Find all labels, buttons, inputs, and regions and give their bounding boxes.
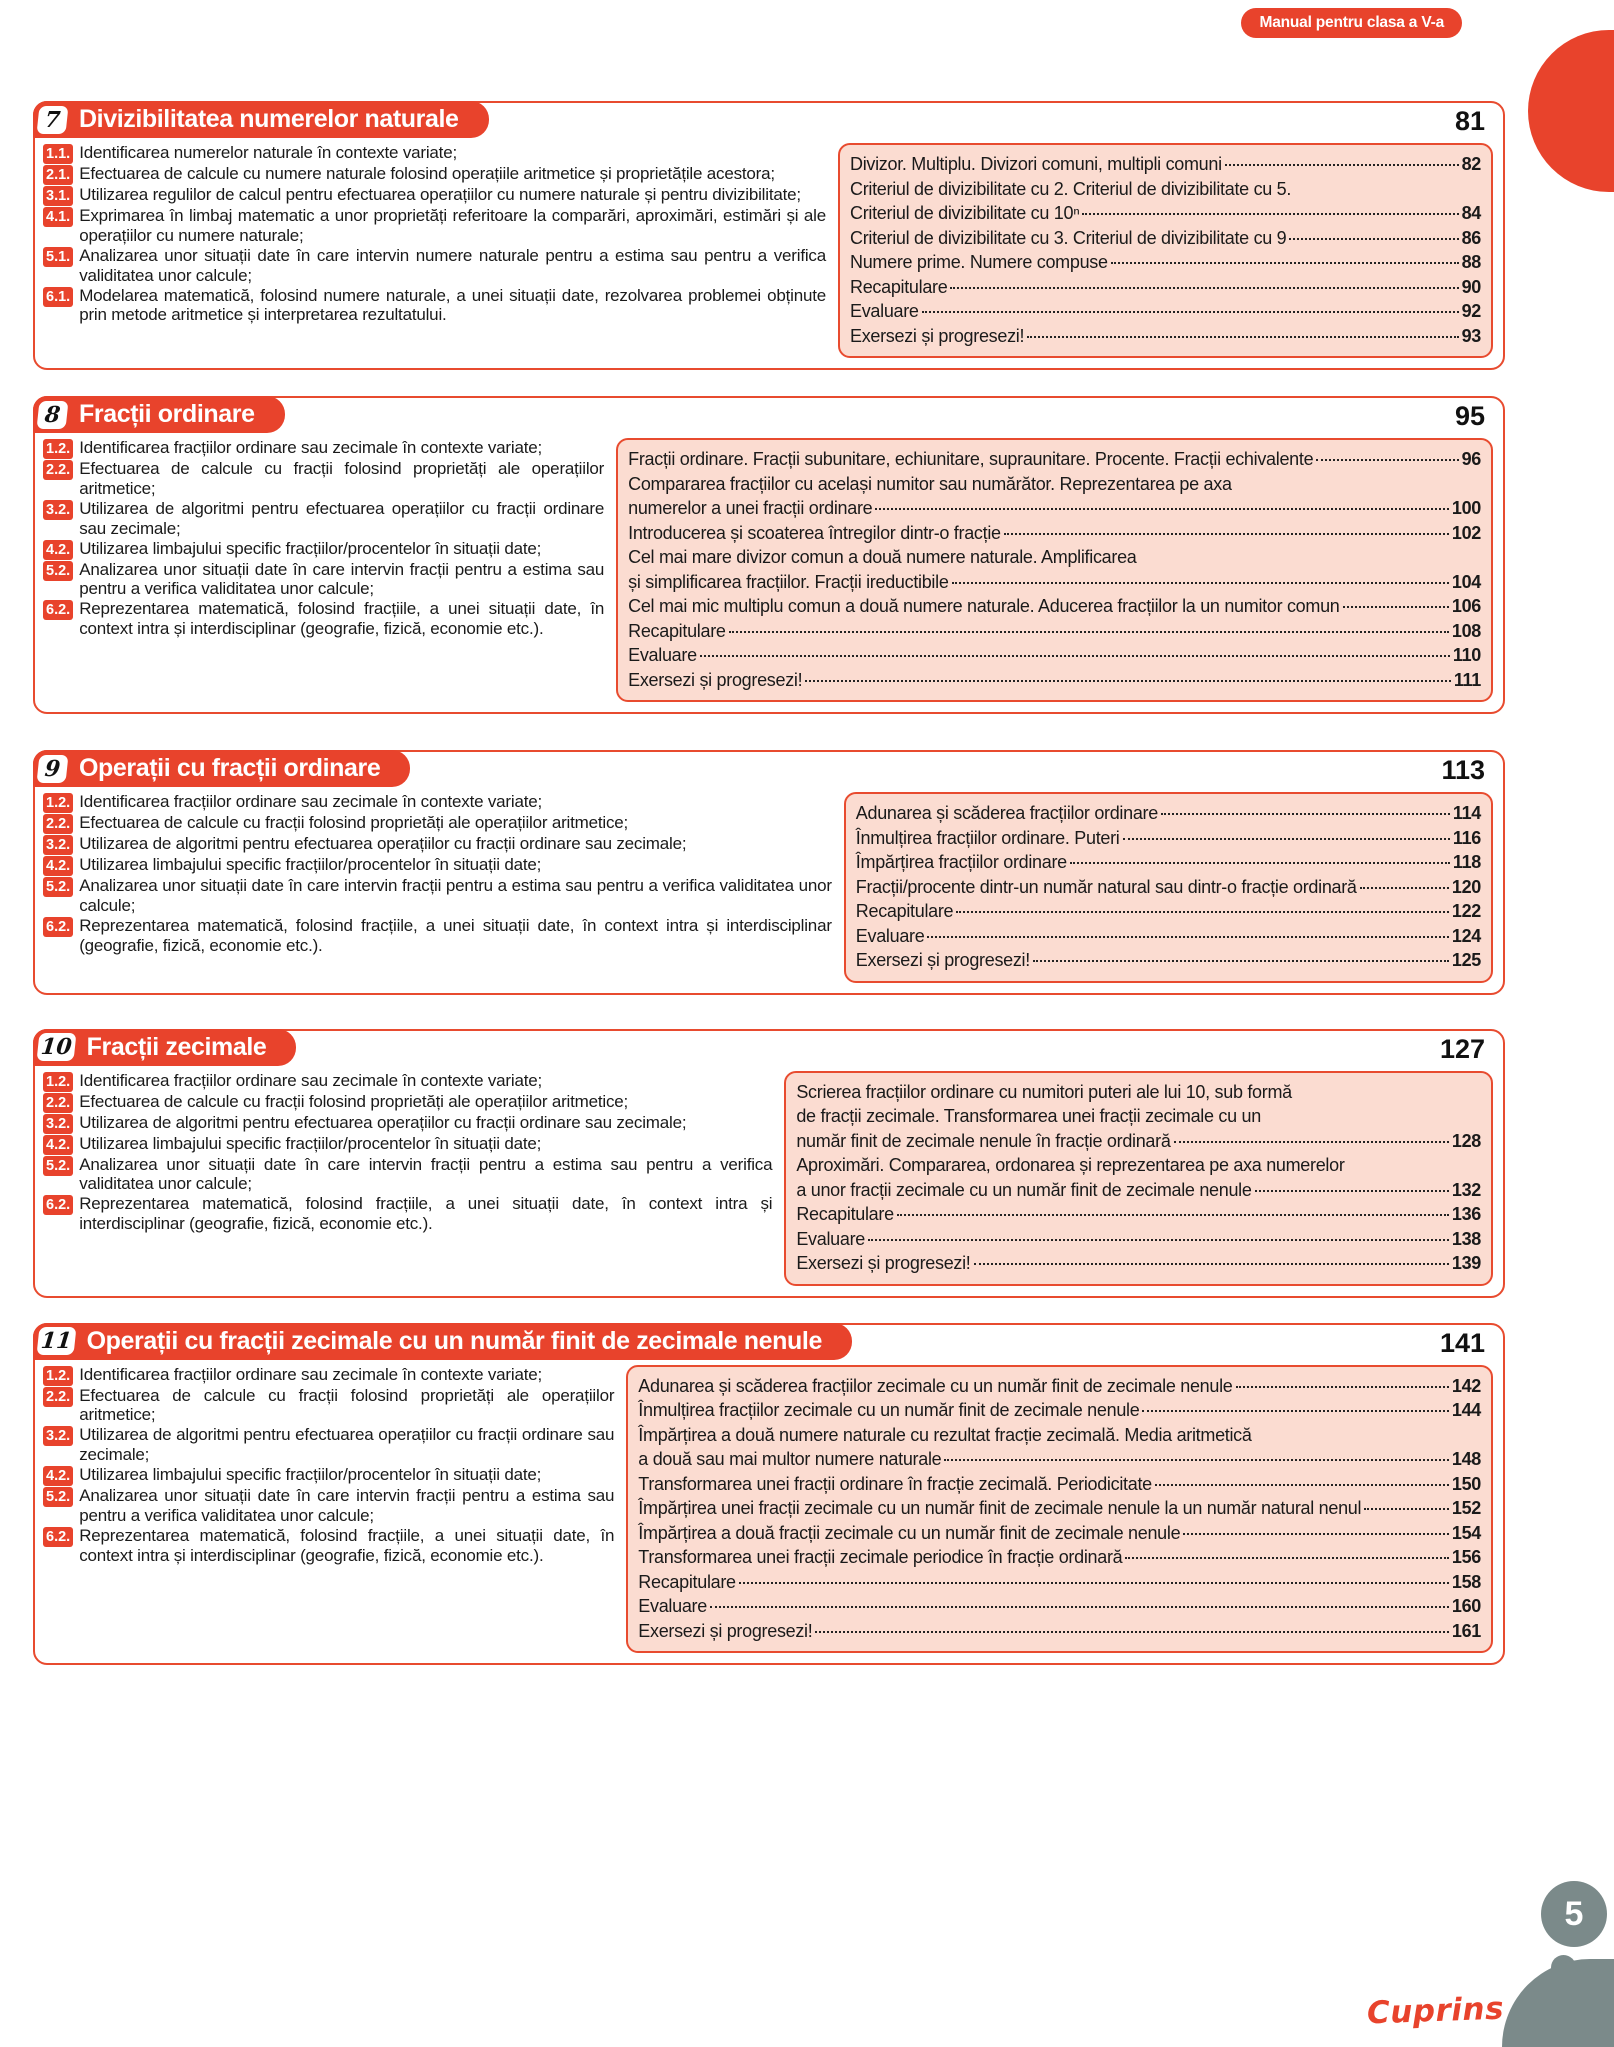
toc-page-number: 160 <box>1451 1596 1481 1616</box>
section-number-badge: 7 <box>37 106 69 134</box>
toc-page-number: 128 <box>1451 1130 1481 1151</box>
dotted-leader <box>1070 862 1450 864</box>
competency-code-badge: 5.2. <box>43 1156 73 1176</box>
toc-box <box>626 1365 1493 1654</box>
competency-text: Analizarea unor situații date în care intervin fracții pentru a estima sau pentru a verifica validitatea unor calcule; <box>79 1154 773 1194</box>
competency-text: Modelarea matematică, folosind numere naturale, a unei situații date, rezolvarea problemei obținute prin metode aritmetice și interpretarea rezultatului. <box>79 285 826 325</box>
competency-code-badge: 3.2. <box>43 835 73 855</box>
toc-entry <box>638 1472 1481 1497</box>
competency-code-badge: 3.1. <box>43 186 73 206</box>
dotted-leader <box>956 911 1449 913</box>
toc-text: Evaluare <box>638 1596 707 1616</box>
toc-page-number: 82 <box>1461 154 1481 174</box>
toc-entry <box>628 472 1481 497</box>
toc-entry <box>796 1129 1481 1154</box>
competency-text: Utilizarea limbajului specific fracțiilor/procentelor în situații date; <box>79 855 542 874</box>
toc-box <box>844 792 1493 983</box>
competency-item <box>43 834 832 855</box>
toc-text: Introducerea și scoaterea întregilor dintr-o fracție <box>628 522 1001 543</box>
dotted-leader <box>950 287 1458 289</box>
section-number-badge: 8 <box>37 401 69 429</box>
toc-entry <box>850 250 1481 275</box>
section-title: Fracții ordinare <box>79 400 255 428</box>
dotted-leader <box>868 1239 1449 1241</box>
toc-entry <box>796 1227 1481 1252</box>
competency-list <box>43 143 826 325</box>
competency-item <box>43 1365 614 1386</box>
competency-item <box>43 1071 772 1092</box>
dotted-leader <box>1364 1508 1449 1510</box>
dotted-leader <box>1316 459 1458 461</box>
dotted-leader <box>1360 887 1449 889</box>
toc-entry <box>850 299 1481 324</box>
toc-page-number: 102 <box>1451 522 1481 543</box>
competency-text: Identificarea numerelor naturale în contexte variate; <box>79 143 457 162</box>
toc-entry <box>638 1447 1481 1472</box>
dotted-leader <box>1125 1557 1449 1559</box>
section-7-divizibilitatea <box>33 101 1505 370</box>
toc-page-number: 118 <box>1452 852 1481 872</box>
toc-text: Numere prime. Numere compuse <box>850 252 1108 272</box>
toc-text: Înmulțirea fracțiilor zecimale cu un număr finit de zecimale nenule <box>638 1400 1140 1420</box>
section-header <box>33 396 285 433</box>
competency-item <box>43 1386 614 1426</box>
dotted-leader <box>1033 960 1449 962</box>
toc-page-number: 93 <box>1461 325 1481 346</box>
section-body <box>43 438 1493 702</box>
toc-text: număr finit de zecimale nenule în fracție ordinară <box>796 1130 1171 1151</box>
toc-text: Recapitulare <box>855 901 954 921</box>
competency-item <box>43 1465 614 1486</box>
dotted-leader <box>1343 606 1449 608</box>
toc-page-number: 92 <box>1461 301 1481 321</box>
toc-entry <box>628 521 1481 546</box>
competency-text: Reprezentarea matematică, folosind fracțiile, a unei situații date, în context intra și interdisciplinar (geografie, fizică, economie etc.). <box>79 1194 773 1234</box>
competency-text: Exprimarea în limbaj matematic a unor proprietăți referitoare la comparări, aproximări, estimări și ale operațiilor cu numere naturale; <box>79 206 826 245</box>
toc-entry <box>638 1521 1481 1546</box>
dotted-leader <box>897 1214 1449 1216</box>
toc-entry <box>856 924 1481 949</box>
competency-item <box>43 599 604 639</box>
toc-page-number: 148 <box>1451 1449 1481 1469</box>
dotted-leader <box>1255 1190 1449 1192</box>
section-header <box>33 101 489 138</box>
toc-text: Adunarea și scăderea fracțiilor ordinare <box>855 803 1158 823</box>
section-10-fractii-zecimale <box>33 1029 1505 1298</box>
toc-entry <box>796 1178 1481 1203</box>
toc-box <box>838 143 1493 358</box>
competency-text: Identificarea fracțiilor ordinare sau zecimale în contexte variate; <box>79 792 543 811</box>
section-9-operatii-fractii-ordinare <box>33 750 1505 995</box>
competency-list <box>43 1071 772 1235</box>
section-11-operatii-fractii-zecimale <box>33 1323 1505 1666</box>
competency-item <box>43 185 826 206</box>
competency-text: Analizarea unor situații date în care intervin fracții pentru a estima sau pentru a verifica validitatea unor calcule; <box>79 876 832 915</box>
dotted-leader <box>1236 1386 1449 1388</box>
competency-code-badge: 1.2. <box>43 439 73 459</box>
section-body <box>43 792 1493 983</box>
toc-entry <box>850 152 1481 177</box>
competency-item <box>43 246 826 286</box>
toc-page-number: 88 <box>1461 252 1481 272</box>
toc-entry <box>628 570 1481 595</box>
toc-entry <box>796 1153 1481 1178</box>
competency-item <box>43 1425 614 1465</box>
toc-text: Exersezi și progresezi! <box>850 325 1025 346</box>
competency-text: Utilizarea de algoritmi pentru efectuarea operațiilor cu fracții ordinare sau zecimale; <box>79 1425 615 1465</box>
competency-item <box>43 143 826 164</box>
competency-text: Efectuarea de calcule cu numere naturale folosind operațiile aritmetice și proprietățile acestora; <box>79 164 775 183</box>
dotted-leader <box>974 1263 1449 1265</box>
toc-entry <box>628 668 1481 693</box>
dotted-leader <box>1161 813 1450 815</box>
competency-text: Efectuarea de calcule cu fracții folosind proprietăți ale operațiilor aritmetice; <box>79 1091 629 1111</box>
toc-page-number: 100 <box>1451 498 1481 518</box>
competency-code-badge: 1.2. <box>43 793 73 813</box>
toc-text: Evaluare <box>850 301 919 321</box>
toc-page-number: 156 <box>1451 1547 1481 1567</box>
toc-entry <box>628 496 1481 521</box>
competency-item <box>43 438 604 459</box>
section-header <box>33 750 410 787</box>
toc-page-number: 142 <box>1451 1375 1481 1396</box>
toc-text: Cel mai mic multiplu comun a două numere naturale. Aducerea fracțiilor la un numitor comun <box>628 596 1340 616</box>
section-number-badge: 10 <box>37 1033 77 1061</box>
dotted-leader <box>739 1582 1449 1584</box>
competency-text: Utilizarea de algoritmi pentru efectuarea operațiilor cu fracții ordinare sau zecimale; <box>79 498 605 538</box>
toc-page-number: 120 <box>1451 876 1481 897</box>
competency-text: Analizarea unor situații date în care intervin numere naturale pentru a estima sau pentru a verifica validitatea unor calcule; <box>79 245 826 285</box>
competency-code-badge: 6.2. <box>43 600 73 620</box>
section-number-badge: 11 <box>37 1327 77 1355</box>
toc-text: Transformarea unei fracții zecimale periodice în fracție ordinară <box>638 1547 1123 1567</box>
section-header <box>33 1029 296 1066</box>
competency-text: Efectuarea de calcule cu fracții folosind proprietăți ale operațiilor aritmetice; <box>79 459 605 498</box>
competency-item <box>43 1486 614 1526</box>
competency-item <box>43 560 604 600</box>
toc-text: a două sau mai multor numere naturale <box>638 1449 942 1469</box>
toc-text: Criteriul de divizibilitate cu 3. Criteriul de divizibilitate cu 9 <box>850 227 1287 248</box>
competency-text: Analizarea unor situații date în care intervin fracții pentru a estima sau pentru a verifica validitatea unor calcule; <box>79 559 605 599</box>
dotted-leader <box>1155 1484 1449 1486</box>
section-title: Divizibilitatea numerelor naturale <box>79 105 459 133</box>
toc-text: Recapitulare <box>850 276 948 297</box>
toc-entry <box>796 1202 1481 1227</box>
toc-text: Fracții/procente dintr-un număr natural sau dintr-o fracție ordinară <box>855 876 1357 897</box>
dotted-leader <box>805 680 1451 682</box>
competency-text: Efectuarea de calcule cu fracții folosind proprietăți ale operațiilor aritmetice; <box>79 813 629 832</box>
toc-page-number: 116 <box>1452 827 1481 848</box>
dotted-leader <box>1142 1410 1448 1412</box>
competency-text: Utilizarea limbajului specific fracțiilor/procentelor în situații date; <box>79 1465 542 1484</box>
competency-code-badge: 6.2. <box>43 917 73 937</box>
toc-page-number: 110 <box>1452 645 1481 665</box>
section-header <box>33 1323 852 1360</box>
dotted-leader <box>922 311 1459 313</box>
competency-code-badge: 5.2. <box>43 1487 73 1507</box>
competency-item <box>43 792 832 813</box>
competency-item <box>43 499 604 539</box>
competency-item <box>43 1526 614 1566</box>
competency-text: Reprezentarea matematică, folosind fracțiile, a unei situații date, în context intra și interdisciplinar (geografie, fizică, economie etc.). <box>79 915 832 955</box>
competency-code-badge: 4.2. <box>43 856 73 876</box>
competency-text: Utilizarea regulilor de calcul pentru efectuarea operațiilor cu numere naturale și pentru divizibilitate; <box>79 185 801 204</box>
competency-text: Identificarea fracțiilor ordinare sau zecimale în contexte variate; <box>79 1070 543 1090</box>
competency-item <box>43 813 832 834</box>
toc-box <box>616 438 1493 702</box>
toc-entry <box>638 1423 1481 1448</box>
toc-text: Exersezi și progresezi! <box>628 669 803 690</box>
competency-code-badge: 5.1. <box>43 247 73 267</box>
toc-entry <box>856 875 1481 900</box>
toc-entry <box>850 275 1481 300</box>
toc-text: Recapitulare <box>628 620 726 641</box>
competency-code-badge: 6.1. <box>43 287 73 307</box>
toc-entry <box>856 801 1481 826</box>
toc-text: Împărțirea unei fracții zecimale cu un număr finit de zecimale nenule la un număr natural nenul <box>638 1498 1362 1518</box>
section-number-badge: 9 <box>37 755 69 783</box>
toc-page-number: 152 <box>1451 1498 1481 1518</box>
section-page-number: 141 <box>1439 1327 1485 1358</box>
competency-code-badge: 2.2. <box>43 1093 73 1113</box>
competency-item <box>43 916 832 956</box>
toc-text: Evaluare <box>628 645 697 665</box>
toc-entry <box>638 1594 1481 1619</box>
dotted-leader <box>1183 1533 1449 1535</box>
competency-item <box>43 1134 772 1155</box>
dotted-leader <box>1289 238 1458 240</box>
toc-entry <box>856 826 1481 851</box>
competency-text: Utilizarea de algoritmi pentru efectuarea operațiilor cu fracții ordinare sau zecimale; <box>79 1112 687 1132</box>
toc-entry <box>850 226 1481 251</box>
competency-code-badge: 5.2. <box>43 877 73 897</box>
toc-text: și simplificarea fracțiilor. Fracții ireductibile <box>628 571 949 592</box>
dotted-leader <box>1123 838 1450 840</box>
toc-text: Evaluare <box>855 925 925 946</box>
section-body <box>43 1365 1493 1654</box>
toc-entry <box>796 1080 1481 1105</box>
page-number-bubble: 5 <box>1541 1881 1607 1947</box>
dotted-leader <box>927 936 1448 938</box>
dotted-leader <box>700 655 1450 657</box>
toc-page-number: 86 <box>1461 227 1481 248</box>
toc-entry <box>856 850 1481 875</box>
toc-text: Criteriul de divizibilitate cu 2. Criteriul de divizibilitate cu 5. <box>850 178 1292 199</box>
section-page-number: 113 <box>1441 755 1485 785</box>
dotted-leader <box>1225 164 1459 166</box>
section-page-number: 81 <box>1454 106 1485 136</box>
dotted-leader <box>729 631 1449 633</box>
toc-text: Cel mai mare divizor comun a două numere naturale. Amplificarea <box>628 547 1137 567</box>
toc-entry <box>850 324 1481 349</box>
competency-item <box>43 286 826 326</box>
toc-entry <box>638 1374 1481 1399</box>
manual-label: Manual pentru clasa a V-a <box>1259 14 1444 31</box>
toc-text: de fracții zecimale. Transformarea unei fracții zecimale cu un <box>796 1106 1261 1126</box>
dotted-leader <box>710 1606 1449 1608</box>
dotted-leader <box>875 508 1448 510</box>
competency-code-badge: 4.2. <box>43 540 73 560</box>
toc-page-number: 114 <box>1452 803 1481 823</box>
competency-text: Utilizarea de algoritmi pentru efectuarea operațiilor cu fracții ordinare sau zecimale; <box>79 834 687 853</box>
toc-entry <box>638 1570 1481 1595</box>
toc-text: Transformarea unei fracții ordinare în fracție zecimală. Periodicitate <box>638 1473 1152 1494</box>
dotted-leader <box>1004 533 1449 535</box>
competency-code-badge: 6.2. <box>43 1527 73 1547</box>
toc-page-number: 122 <box>1451 901 1481 921</box>
toc-page-number: 150 <box>1451 1473 1481 1494</box>
competency-code-badge: 2.2. <box>43 814 73 834</box>
competency-code-badge: 2.2. <box>43 460 73 480</box>
toc-text: Compararea fracțiilor cu același numitor sau numărător. Reprezentarea pe axa <box>628 473 1232 494</box>
toc-page-number: 124 <box>1451 925 1481 946</box>
competency-code-badge: 3.2. <box>43 500 73 520</box>
toc-entry <box>628 619 1481 644</box>
competency-item <box>43 1194 772 1234</box>
competency-item <box>43 1113 772 1134</box>
dotted-leader <box>1174 1141 1449 1143</box>
competency-text: Analizarea unor situații date în care intervin fracții pentru a estima sau pentru a verifica validitatea unor calcule; <box>79 1486 615 1525</box>
toc-page-number: 139 <box>1451 1253 1481 1273</box>
toc-entry <box>628 545 1481 570</box>
competency-code-badge: 4.1. <box>43 207 73 227</box>
toc-entry <box>628 594 1481 619</box>
toc-text: Scrierea fracțiilor ordinare cu numitori puteri ale lui 10, sub formă <box>796 1081 1292 1102</box>
section-page-number: 95 <box>1454 401 1485 431</box>
toc-page-number: 161 <box>1451 1620 1481 1641</box>
section-title: Operații cu fracții ordinare <box>79 754 381 782</box>
toc-text: numerelor a unei fracții ordinare <box>628 498 873 518</box>
toc-entry <box>796 1251 1481 1276</box>
competency-item <box>43 459 604 499</box>
toc-text: Exersezi și progresezi! <box>855 950 1030 970</box>
toc-box <box>784 1071 1493 1286</box>
manual-label-pill <box>1241 8 1462 38</box>
section-body <box>43 1071 1493 1286</box>
top-right-red-blob <box>1528 30 1614 192</box>
competency-list <box>43 1365 614 1566</box>
section-page-number: 127 <box>1439 1033 1485 1064</box>
dotted-leader <box>1111 262 1459 264</box>
toc-text: Împărțirea a două fracții zecimale cu un număr finit de zecimale nenule <box>638 1522 1181 1543</box>
competency-item <box>43 1155 772 1195</box>
toc-text: Criteriul de divizibilitate cu 10ⁿ <box>850 203 1080 223</box>
table-of-contents <box>33 101 1505 1691</box>
toc-entry <box>628 447 1481 472</box>
toc-entry <box>850 177 1481 202</box>
toc-page-number: 96 <box>1461 449 1481 469</box>
toc-entry <box>628 643 1481 668</box>
toc-page-number: 138 <box>1451 1228 1481 1249</box>
competency-text: Identificarea fracțiilor ordinare sau zecimale în contexte variate; <box>79 438 543 457</box>
toc-page-number: 132 <box>1451 1179 1481 1200</box>
competency-code-badge: 3.2. <box>43 1426 73 1446</box>
toc-text: Exersezi și progresezi! <box>638 1620 813 1641</box>
toc-entry <box>638 1545 1481 1570</box>
toc-text: Evaluare <box>796 1228 865 1249</box>
competency-code-badge: 5.2. <box>43 561 73 581</box>
dotted-leader <box>952 582 1449 584</box>
toc-entry <box>796 1104 1481 1129</box>
competency-code-badge: 4.2. <box>43 1466 73 1486</box>
toc-page-number: 111 <box>1453 669 1481 690</box>
toc-page-number: 104 <box>1451 571 1481 592</box>
competency-list <box>43 792 832 956</box>
competency-item <box>43 876 832 916</box>
toc-entry <box>850 201 1481 226</box>
competency-code-badge: 1.1. <box>43 144 73 164</box>
toc-text: Recapitulare <box>638 1571 736 1592</box>
competency-code-badge: 2.2. <box>43 1387 73 1407</box>
competency-item <box>43 1092 772 1113</box>
competency-code-badge: 1.2. <box>43 1366 73 1386</box>
toc-text: Exersezi și progresezi! <box>796 1253 971 1273</box>
toc-text: Împărțirea fracțiilor ordinare <box>855 852 1067 872</box>
toc-page-number: 84 <box>1461 203 1481 223</box>
competency-code-badge: 2.1. <box>43 165 73 185</box>
toc-page-number: 136 <box>1451 1204 1481 1224</box>
competency-text: Utilizarea limbajului specific fracțiilor/procentelor în situații date; <box>79 538 542 558</box>
toc-text: Aproximări. Compararea, ordonarea și reprezentarea pe axa numerelor <box>796 1155 1345 1175</box>
competency-list <box>43 438 604 639</box>
toc-text: Divizor. Multiplu. Divizori comuni, multipli comuni <box>850 154 1222 174</box>
toc-page-number: 90 <box>1461 276 1481 297</box>
competency-code-badge: 3.2. <box>43 1114 73 1134</box>
toc-page-number: 125 <box>1451 950 1481 970</box>
section-title: Operații cu fracții zecimale cu un număr finit de zecimale nenule <box>86 1326 822 1355</box>
competency-text: Efectuarea de calcule cu fracții folosind proprietăți ale operațiilor aritmetice; <box>79 1385 615 1425</box>
toc-text: Recapitulare <box>796 1204 894 1224</box>
competency-code-badge: 4.2. <box>43 1135 73 1155</box>
cuprins-label: Cuprins <box>1366 1990 1505 2032</box>
toc-entry <box>856 899 1481 924</box>
toc-page-number: 106 <box>1451 596 1481 616</box>
dotted-leader <box>944 1459 1448 1461</box>
bottom-right-gray-blob <box>1502 1959 1614 2047</box>
dotted-leader <box>1082 213 1458 215</box>
dotted-leader <box>1027 336 1458 338</box>
toc-entry <box>638 1398 1481 1423</box>
competency-text: Utilizarea limbajului specific fracțiilor/procentelor în situații date; <box>79 1133 542 1153</box>
toc-entry <box>638 1619 1481 1644</box>
competency-item <box>43 855 832 876</box>
competency-item <box>43 164 826 185</box>
toc-entry <box>638 1496 1481 1521</box>
toc-entry <box>856 948 1481 973</box>
toc-text: Fracții ordinare. Fracții subunitare, echiunitare, supraunitare. Procente. Fracții echivalente <box>628 449 1314 469</box>
section-body <box>43 143 1493 358</box>
toc-page-number: 108 <box>1451 620 1481 641</box>
competency-code-badge: 6.2. <box>43 1195 73 1215</box>
toc-page-number: 154 <box>1451 1522 1481 1543</box>
toc-text: a unor fracții zecimale cu un număr finit de zecimale nenule <box>796 1179 1252 1200</box>
toc-page-number: 144 <box>1451 1400 1481 1420</box>
section-8-fractii-ordinare <box>33 396 1505 714</box>
competency-code-badge: 1.2. <box>43 1072 73 1092</box>
competency-text: Reprezentarea matematică, folosind fracțiile, a unei situații date, în context intra și interdisciplinar (geografie, fizică, economie etc.). <box>79 1525 615 1565</box>
competency-item <box>43 539 604 560</box>
dotted-leader <box>815 1631 1448 1633</box>
toc-text: Împărțirea a două numere naturale cu rezultat fracție zecimală. Media aritmetică <box>638 1424 1252 1445</box>
toc-text: Adunarea și scăderea fracțiilor zecimale cu un număr finit de zecimale nenule <box>638 1375 1233 1396</box>
competency-item <box>43 206 826 246</box>
competency-text: Identificarea fracțiilor ordinare sau zecimale în contexte variate; <box>79 1364 543 1384</box>
toc-page-number: 158 <box>1451 1571 1481 1592</box>
toc-text: Înmulțirea fracțiilor ordinare. Puteri <box>855 827 1120 848</box>
section-title: Fracții zecimale <box>86 1032 267 1061</box>
competency-text: Reprezentarea matematică, folosind fracțiile, a unei situații date, în context intra și interdisciplinar (geografie, fizică, economie etc.). <box>79 599 605 639</box>
